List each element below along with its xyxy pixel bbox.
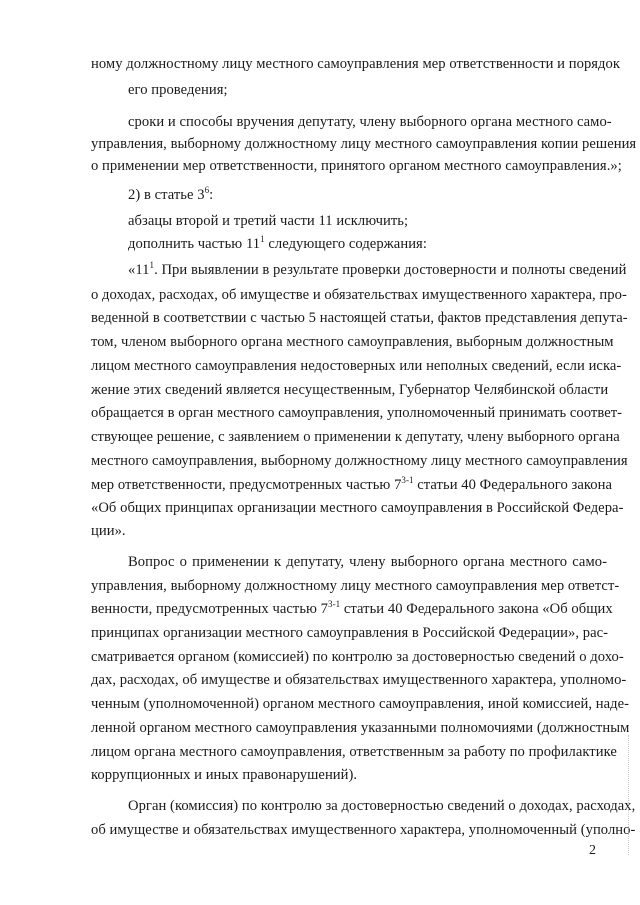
text-line: о применении мер ответственности, принятого органом местного самоуправления.»;	[91, 158, 622, 174]
line-segment: следующего содержания:	[264, 236, 427, 252]
superscript: 1	[149, 260, 155, 270]
line-segment: :	[209, 187, 214, 203]
line-segment: статьи 40 Федерального закона	[413, 477, 613, 493]
text-line: ному должностному лицу местного самоуправления мер ответственности и порядок	[91, 56, 621, 72]
text-line: абзацы второй и третий части 11 исключить;	[128, 213, 409, 229]
text-line: лицом местного самоуправления недостоверных или неполных сведений, если иска-	[91, 358, 622, 374]
text-line: о доходах, расходах, об имуществе и обязательствах имущественного характера, про-	[91, 287, 627, 303]
text-line: об имуществе и обязательствах имущественного характера, уполномоченный (уполно-	[91, 822, 636, 838]
text-line: ции».	[91, 523, 126, 539]
superscript: 6	[204, 185, 210, 195]
superscript: 3-1	[328, 599, 341, 609]
text-line: том, членом выборного органа местного самоуправления, выборным должностным	[91, 334, 614, 350]
text-line: местного самоуправления, выборному должностному лицу местного самоуправления	[91, 453, 628, 469]
line-segment: 2) в статье 3	[128, 187, 205, 203]
text-line: жение этих сведений является несущественным, Губернатор Челябинской области	[91, 382, 609, 398]
text-line: Вопрос о применении к депутату, члену выборного органа местного само-	[128, 554, 607, 570]
text-line: ствующее решение, с заявлением о применении к депутату, члену выборного органа	[91, 429, 620, 445]
superscript: 1	[260, 234, 265, 244]
text-line: принципах организации местного самоуправления в Российской Федерации», рас-	[91, 625, 609, 641]
text-line: веденной в соответствии с частью 5 настоящей статьи, фактов представления депута-	[91, 310, 628, 326]
line-segment: венности, предусмотренных частью 7	[91, 601, 329, 617]
text-line: управления, выборному должностному лицу местного самоуправления мер ответст-	[91, 578, 620, 594]
line-segment: дополнить частью 11	[128, 236, 261, 252]
text-line: обращается в орган местного самоуправления, уполномоченный принимать соответ-	[91, 405, 623, 421]
text-line: управления, выборному должностному лицу местного самоуправления копии решения	[91, 136, 637, 152]
line-segment: статьи 40 Федерального закона «Об общих	[340, 601, 613, 617]
text-line: его проведения;	[128, 82, 228, 98]
text-line-with-superscript	[128, 235, 427, 253]
text-line: Орган (комиссия) по контролю за достоверностью сведений о доходах, расходах,	[128, 798, 636, 814]
text-line-with-superscript	[91, 599, 613, 618]
text-line: коррупционных и иных правонарушений).	[91, 767, 358, 783]
line-segment: мер ответственности, предусмотренных частью 7	[91, 477, 402, 493]
text-line: ленной органом местного самоуправления указанными полномочиями (должностным	[91, 720, 630, 736]
superscript: 3-1	[401, 475, 414, 485]
scan-artifact	[628, 735, 630, 855]
text-line-with-superscript	[128, 186, 213, 204]
text-line: лицом органа местного самоуправления, ответственным за работу по профилактике	[91, 744, 617, 760]
text-line: сроки и способы вручения депутату, члену выборного органа местного само-	[128, 114, 612, 130]
text-line: дах, расходах, об имуществе и обязательствах имущественного характера, уполномо-	[91, 672, 627, 688]
line-segment: . При выявлении в результате проверки достоверности и полноты сведений	[154, 262, 627, 278]
text-line-with-superscript	[91, 475, 613, 494]
text-line: сматривается органом (комиссией) по контролю за достоверностью сведений о дохо-	[91, 649, 624, 665]
line-segment: «11	[128, 262, 150, 278]
page-number: 2	[589, 843, 596, 858]
text-line-with-superscript	[128, 260, 627, 279]
text-line: «Об общих принципах организации местного самоуправления в Российской Федера-	[91, 500, 624, 516]
text-line: ченным (уполномоченной) органом местного самоуправления, иной комиссией, наде-	[91, 696, 630, 712]
